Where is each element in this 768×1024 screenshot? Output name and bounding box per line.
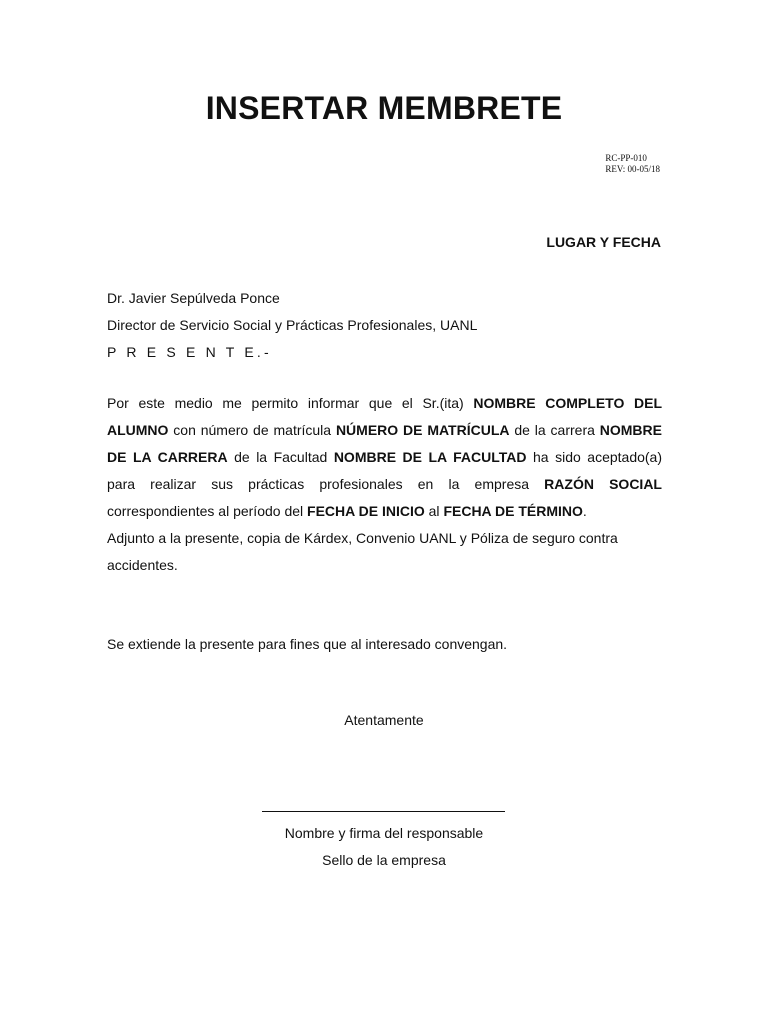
letterhead-title: INSERTAR MEMBRETE — [205, 90, 563, 126]
recipient-block — [107, 285, 662, 366]
body-paragraph — [107, 390, 662, 525]
company-name-placeholder: RAZÓN SOCIAL — [544, 476, 662, 492]
presente-line: P R E S E N T E.- — [107, 344, 272, 360]
body-text-2: con número de matrícula — [168, 422, 336, 438]
recipient-title: Director de Servicio Social y Prácticas Profesionales, UANL — [107, 317, 478, 333]
document-revision: REV: 00-05/18 — [605, 164, 660, 174]
career-name-placeholder: NOMBRE DE LA CARRERA — [107, 422, 662, 465]
body-text-4: de la Facultad — [227, 449, 334, 465]
signature-name-label: Nombre y firma del responsable — [284, 825, 484, 841]
start-date-placeholder: FECHA DE INICIO — [307, 503, 425, 519]
document-code — [605, 153, 660, 175]
body-text-7: al — [424, 503, 444, 519]
signature-block — [0, 820, 768, 874]
body-text-5: ha sido aceptado(a) para realizar sus prácticas profesionales en la empresa — [107, 449, 663, 492]
body-text-3: de la carrera — [509, 422, 600, 438]
document-code-number: RC-PP-010 — [605, 153, 647, 163]
letter-body — [107, 390, 662, 579]
regards-text: Atentamente — [344, 712, 424, 728]
attachments-paragraph: Adjunto a la presente, copia de Kárdex, Convenio UANL y Póliza de seguro contra accidentes. — [107, 530, 618, 573]
signature-line — [262, 811, 505, 812]
faculty-name-placeholder: NOMBRE DE LA FACULTAD — [333, 449, 527, 465]
body-text-6: correspondientes al período del — [107, 503, 308, 519]
closing-paragraph: Se extiende la presente para fines que al interesado convengan. — [107, 636, 508, 652]
recipient-name: Dr. Javier Sepúlveda Ponce — [107, 290, 280, 306]
company-seal-label: Sello de la empresa — [322, 852, 446, 868]
student-name-placeholder: NOMBRE COMPLETO DEL ALUMNO — [107, 395, 663, 438]
enrollment-number-placeholder: NÚMERO DE MATRÍCULA — [335, 422, 510, 438]
body-text-8: . — [582, 503, 587, 519]
body-text-1: Por este medio me permito informar que el Sr.(ita) — [107, 395, 474, 411]
place-and-date: LUGAR Y FECHA — [546, 234, 661, 250]
end-date-placeholder: FECHA DE TÉRMINO — [443, 503, 583, 519]
